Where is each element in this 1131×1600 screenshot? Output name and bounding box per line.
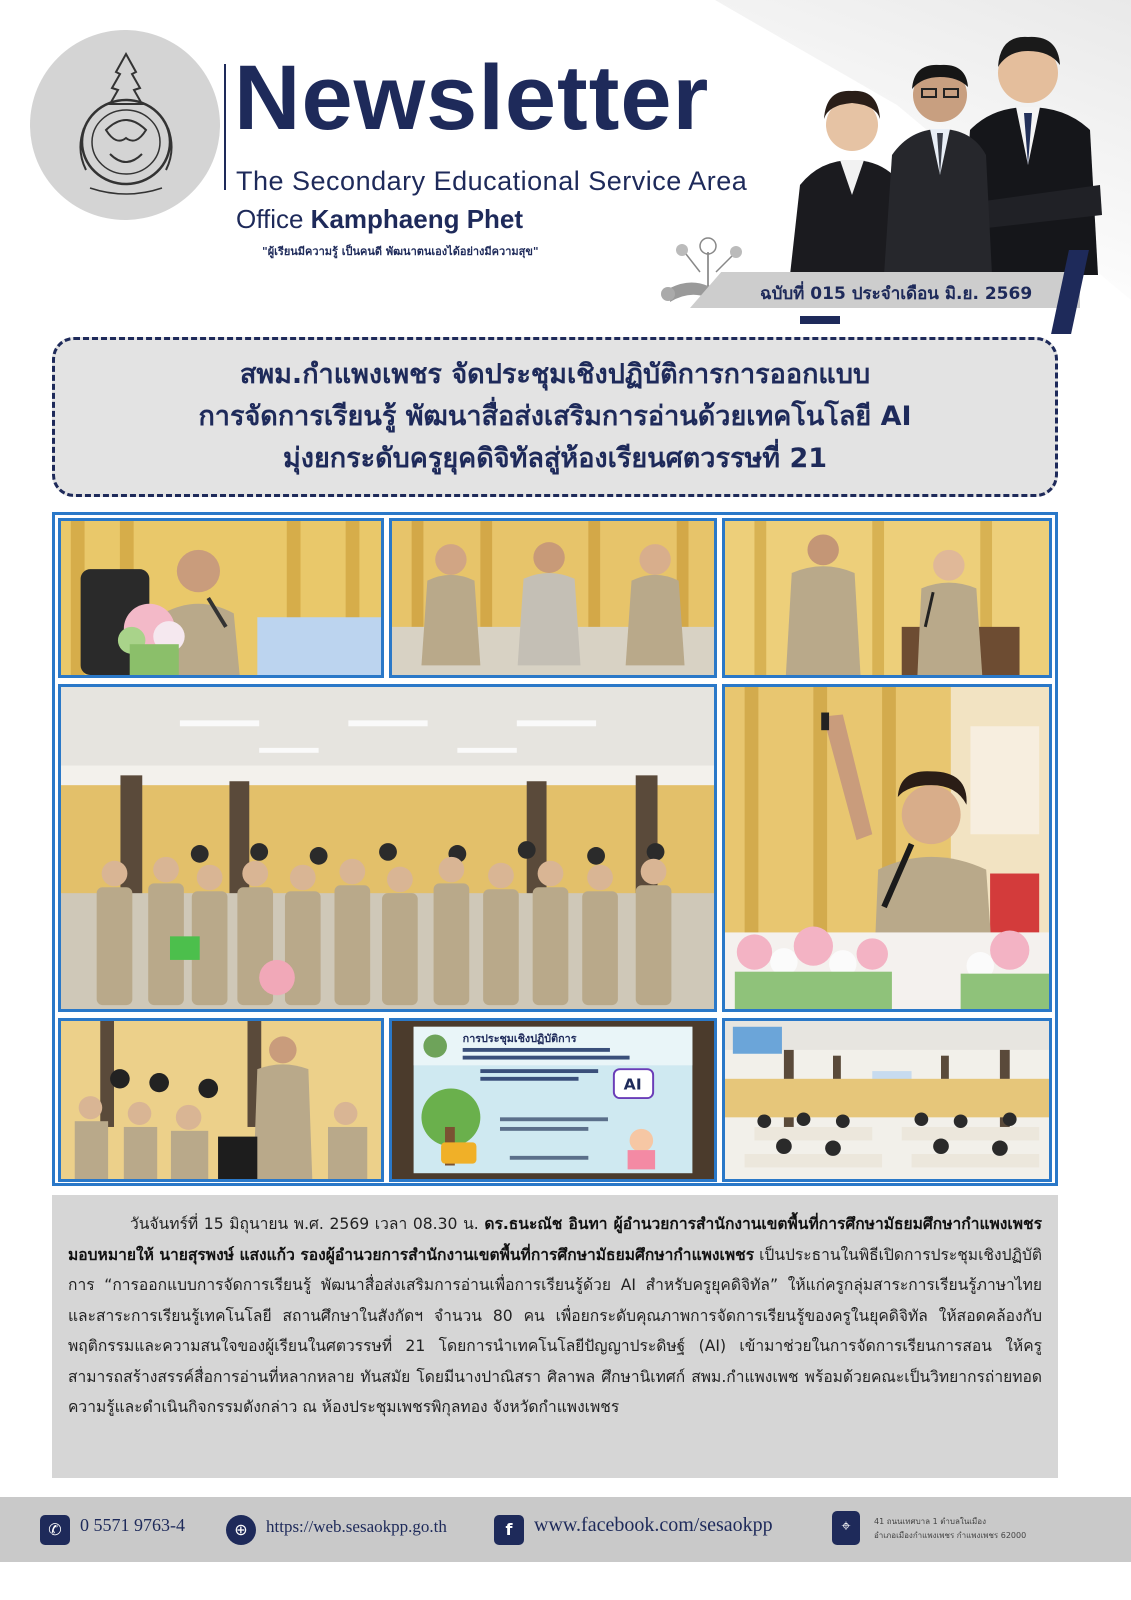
phone-icon: ✆ xyxy=(40,1515,70,1545)
newsletter-title: Newsletter xyxy=(234,47,710,149)
address-line-2: อำเภอเมืองกำแพงเพชร กำแพงเพชร 62000 xyxy=(874,1531,1027,1540)
article-date: วันจันทร์ที่ 15 มิถุนายน พ.ศ. 2569 เวลา 08.30 น. xyxy=(130,1215,485,1233)
facebook-icon: f xyxy=(494,1515,524,1545)
contact-phone[interactable]: 0 5571 9763-4 xyxy=(80,1515,185,1535)
globe-icon: ⊕ xyxy=(226,1515,256,1545)
headline-box xyxy=(52,337,1058,497)
photo-chairman-speaking xyxy=(58,518,384,678)
header-divider xyxy=(224,64,226,190)
executives-photo xyxy=(780,15,1110,275)
headline-line-2: การจัดการเรียนรู้ พัฒนาสื่อส่งเสริมการอ่านด้วยเทคโนโลยี AI xyxy=(198,401,912,433)
article-paragraph xyxy=(68,1209,1042,1423)
article-body-panel xyxy=(52,1195,1058,1478)
photo-meeting-hall xyxy=(722,1018,1052,1182)
office-subtitle-province: Kamphaeng Phet xyxy=(310,204,524,234)
photo-presenter-with-clicker xyxy=(722,684,1052,1012)
accent-stripe-small xyxy=(800,316,840,324)
contact-website[interactable]: https://web.sesaokpp.go.th xyxy=(266,1517,447,1536)
photo-group-participants xyxy=(58,684,717,1012)
office-subtitle-line1: The Secondary Educational Service Area xyxy=(236,166,748,196)
office-subtitle-prefix: Office xyxy=(236,204,311,234)
headline-line-3: มุ่งยกระดับครูยุคดิจิทัลสู่ห้องเรียนศตวรรษที่ 21 xyxy=(282,442,828,474)
location-icon: ⌖ xyxy=(832,1511,860,1545)
poster-title: การประชุมเชิงปฏิบัติการ xyxy=(462,1032,577,1046)
address-line-1: 41 ถนนเทศบาล 1 ตำบลในเมือง xyxy=(874,1517,986,1526)
headline-line-1: สพม.กำแพงเพชร จัดประชุมเชิงปฏิบัติการการออกแบบ xyxy=(239,359,871,391)
contact-footer xyxy=(0,1497,1131,1562)
contact-facebook[interactable]: www.facebook.com/sesaokpp xyxy=(534,1514,773,1536)
poster-ai-label: AI xyxy=(623,1075,642,1094)
photo-participant-question xyxy=(58,1018,384,1182)
office-motto: "ผู้เรียนมีความรู้ เป็นคนดี พัฒนาตนเองได้อย่างมีความสุข" xyxy=(262,245,539,258)
photo-three-officials-seated xyxy=(389,518,717,678)
article-details: เป็นประธานในพิธีเปิดการประชุมเชิงปฏิบัติการ “การออกแบบการจัดการเรียนรู้ พัฒนาสื่อส่งเสริมการอ่านเพื่อการเรียนรู้ด้วย AI สำหรับครูยุคดิจิทัล” ให้แก่ครูกลุ่มสาระการเรียนรู้ภาษาไทย และสาระการเรียนรู้เทคโนโลยี สถานศึกษาในสังกัดฯ จำนวน 80 คน เพื่อยกระดับคุณภาพการจัดการเรียนรู้ของครูในยุคดิจิทัล ให้สอดคล้องกับพฤติกรรมและความสนใจของผู้เรียนในศตวรรษที่ 21 โดยการนำเทคโนโลยีปัญญาประดิษฐ์ (AI) เข้ามาช่วยในการจัดการเรียนการสอน ให้ครูสามารถสร้างสรรค์สื่อการอ่านที่หลากหลาย ทันสมัย โดยมีนางปาณิสรา ศิลาพล ศึกษานิเทศก์ สพม.กำแพงเพช พร้อมด้วยคณะเป็นวิทยากรถ่ายทอดความรู้และดำเนินกิจกรรมดังกล่าว ณ ห้องประชุมเพชรพิกุลทอง จังหวัดกำแพงเพชร xyxy=(68,1245,1042,1416)
photo-workshop-poster xyxy=(389,1018,717,1182)
issue-number: ฉบับที่ 015 ประจำเดือน มิ.ย. 2569 xyxy=(760,284,1033,304)
office-subtitle-line2 xyxy=(236,204,523,235)
photo-speaker-at-podium xyxy=(722,518,1052,678)
office-seal-logo xyxy=(66,50,186,200)
article-officials: ดร.ธนะณัช อินทา ผู้อำนวยการสำนักงานเขตพื้นที่การศึกษามัธยมศึกษากำแพงเพชร มอบหมายให้ นายสุรพงษ์ แสงแก้ว รองผู้อำนวยการสำนักงานเขตพื้นที่การศึกษามัธยมศึกษากำแพงเพชร xyxy=(68,1215,1042,1264)
